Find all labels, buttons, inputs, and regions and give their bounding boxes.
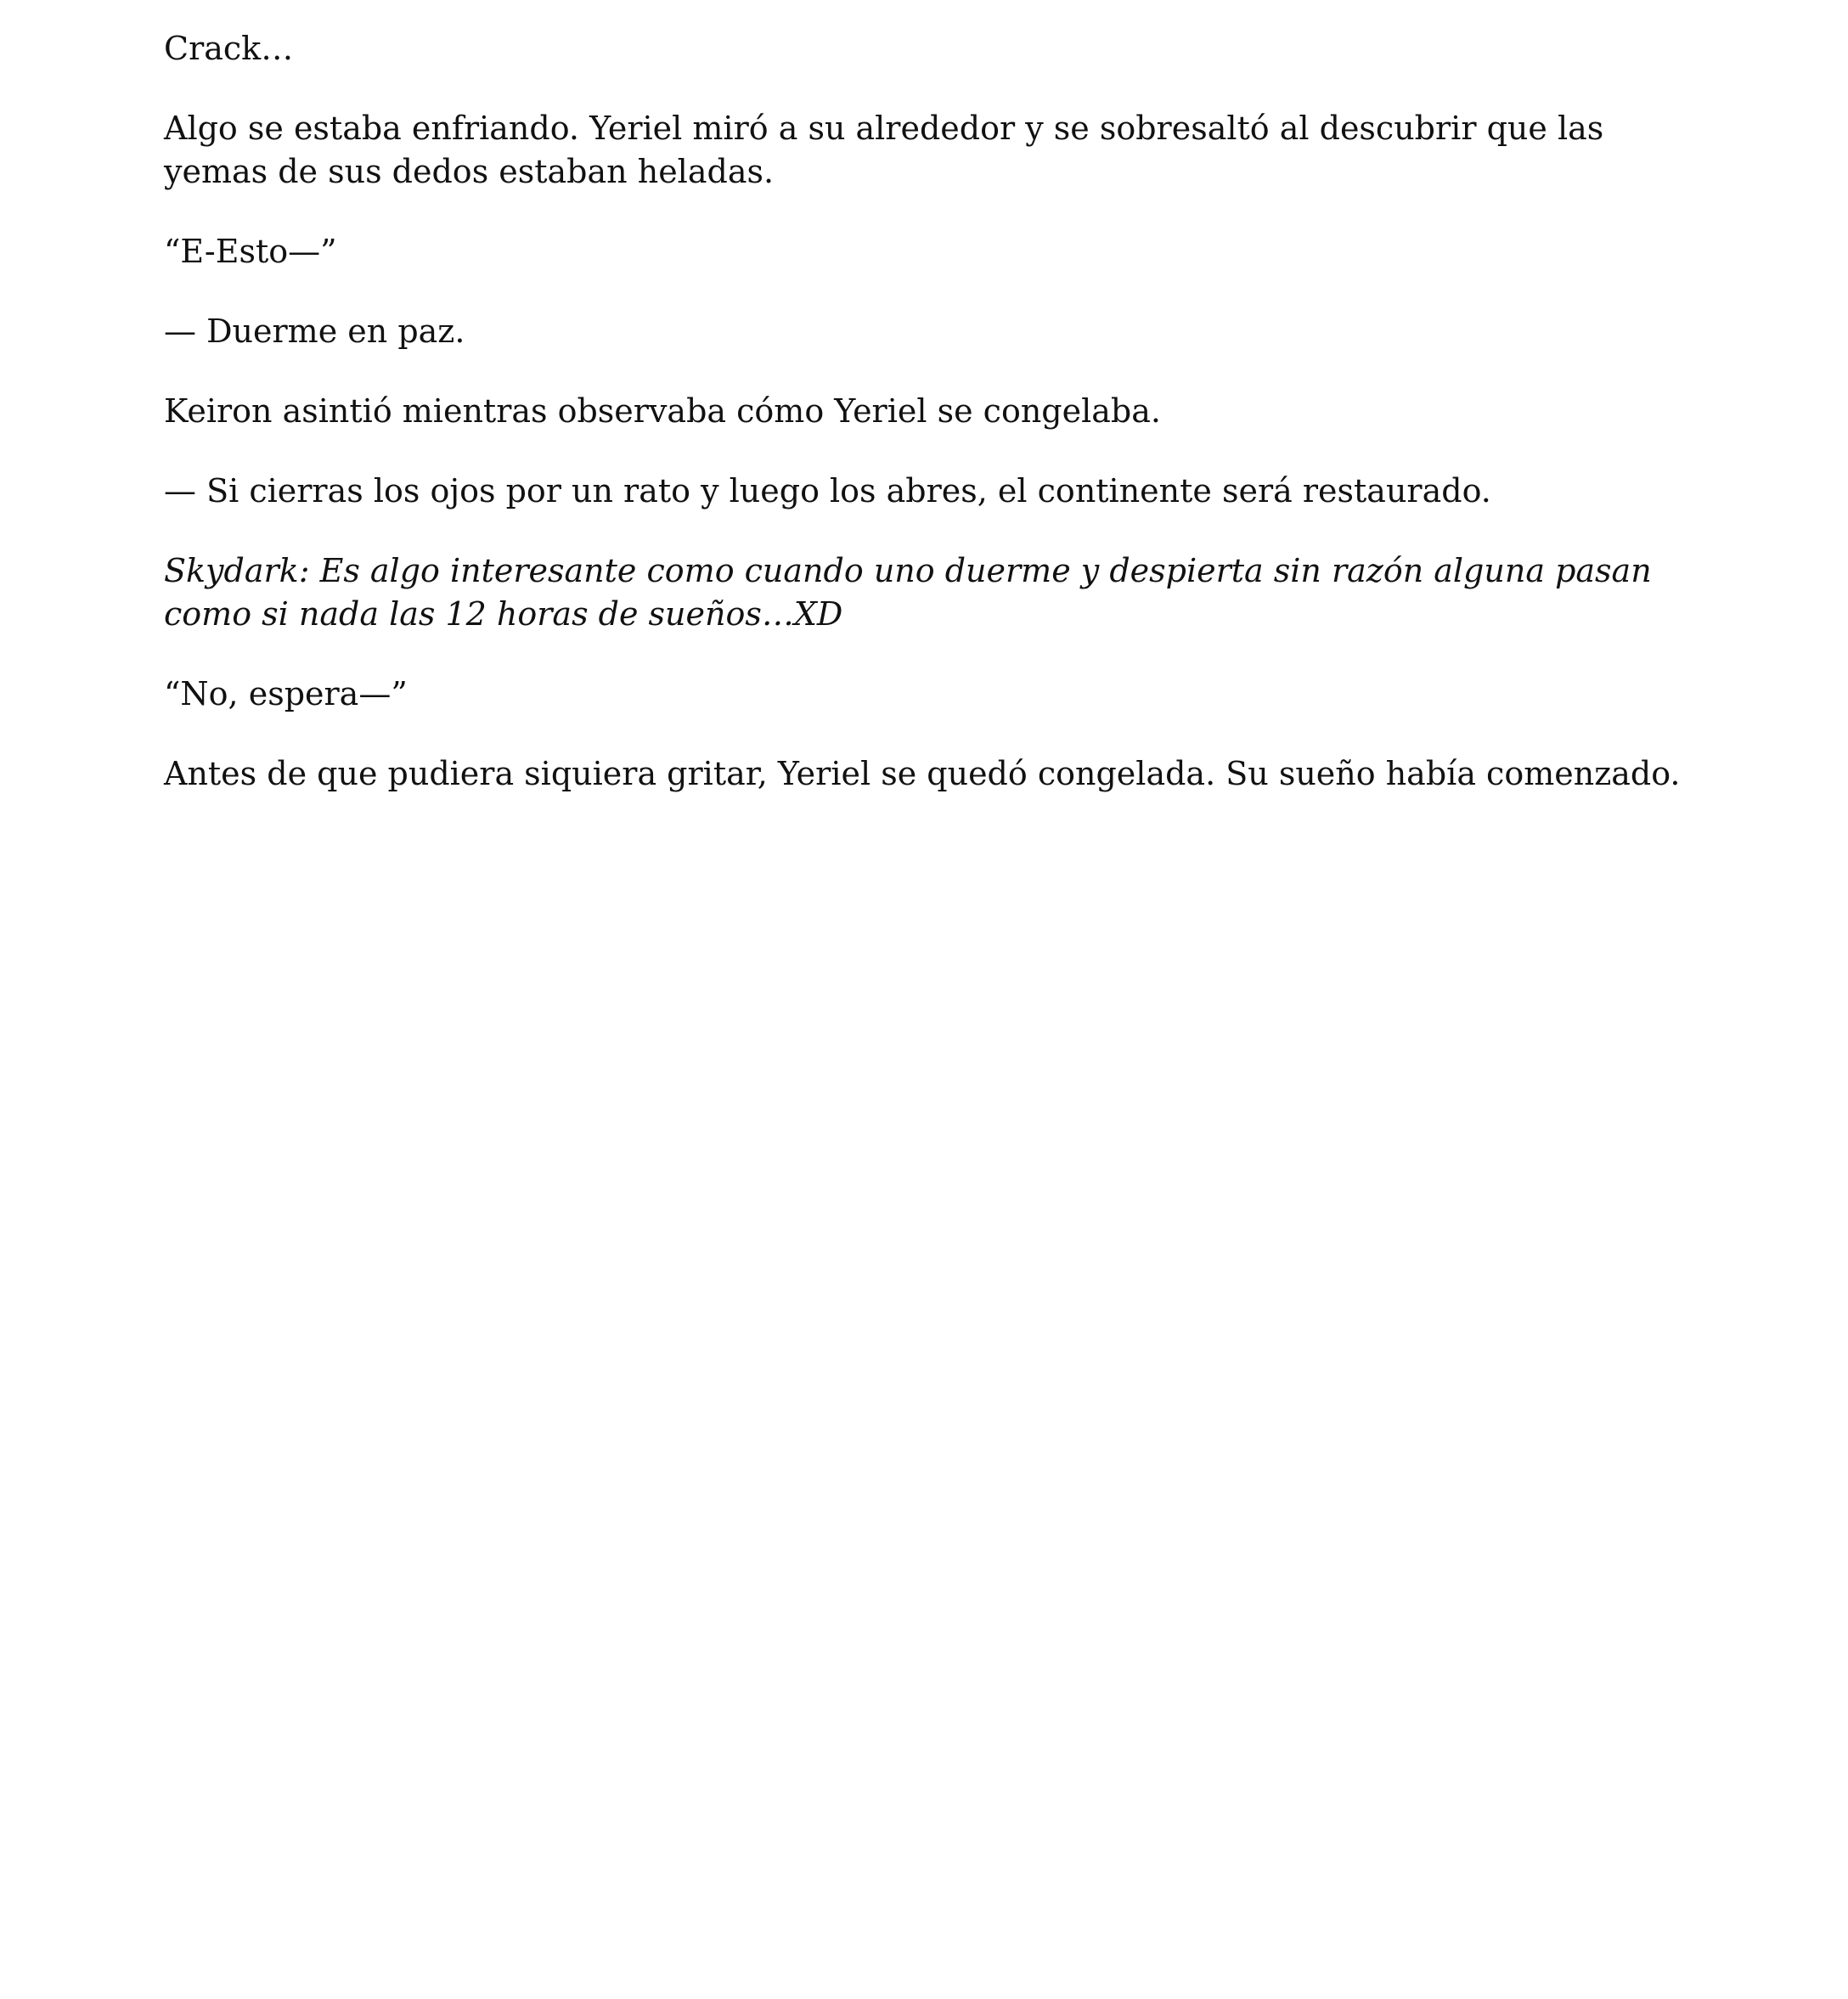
paragraph-e-esto: “E-Esto—” [164, 233, 337, 270]
paragraph-si-cierras: — Si cierras los ojos por un rato y luego los abres, el continente será restaurado. [164, 472, 1491, 510]
document-body [164, 27, 1693, 832]
paragraph-antes-de-que: Antes de que pudiera siquiera gritar, Yeriel se quedó congelada. Su sueño había comenzado. [164, 755, 1681, 792]
paragraph-keiron-asintio: Keiron asintió mientras observaba cómo Yeriel se congelaba. [164, 392, 1161, 430]
paragraph-duerme-en-paz: — Duerme en paz. [164, 313, 465, 350]
paragraph-crack: Crack… [164, 30, 294, 67]
paragraph-algo-se-estaba: Algo se estaba enfriando. Yeriel miró a su alrededor y se sobresaltó al descubrir que las yemas de sus dedos estaban heladas. [164, 110, 1604, 190]
paragraph-skydark-note: Skydark: Es algo interesante como cuando uno duerme y despierta sin razón alguna pasan como si nada las 12 horas de sueños…XD [164, 552, 1652, 633]
paragraph-no-espera: “No, espera—” [164, 675, 408, 712]
